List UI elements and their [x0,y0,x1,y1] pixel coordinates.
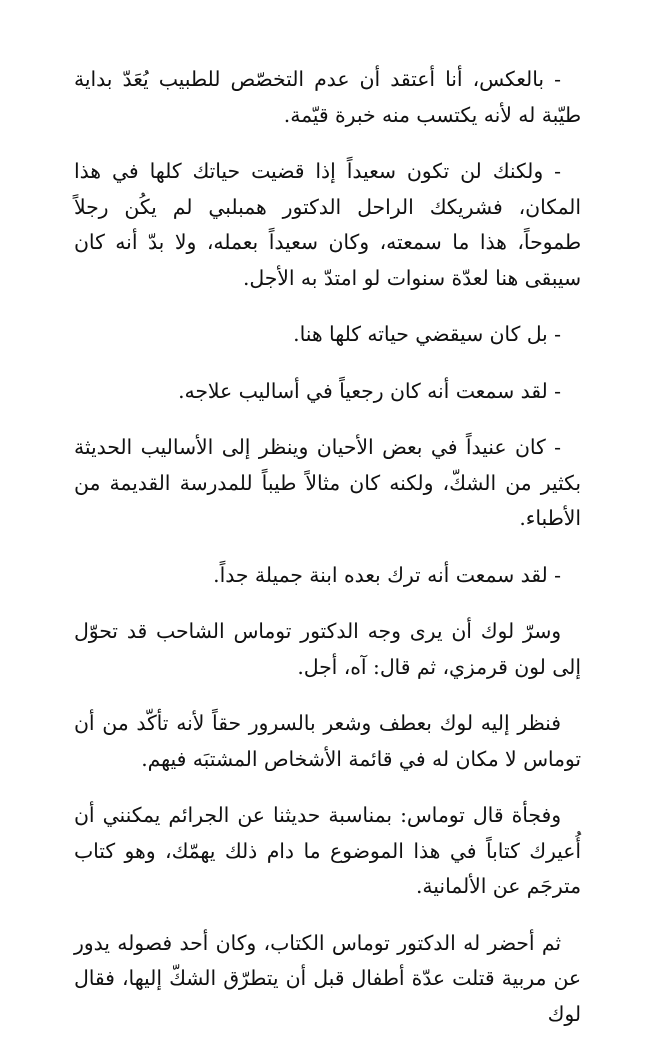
paragraph: - لقد سمعت أنه ترك بعده ابنة جميلة جداً. [213,562,561,587]
paragraph: - بالعكس، أنا أعتقد أن عدم التخصّص للطبيب يُعَدّ بداية طيّبة له لأنه يكتسب منه خبرة قيّمة. [74,67,581,127]
paragraph: وسرّ لوك أن يرى وجه الدكتور توماس الشاحب قد تحوّل إلى لون قرمزي، ثم قال: آه، أجل. [74,619,581,679]
paragraph: - بل كان سيقضي حياته كلها هنا. [293,322,561,346]
paragraph: - لقد سمعت أنه كان رجعياً في أساليب علاجه. [178,378,561,403]
paragraph: - ولكنك لن تكون سعيداً إذا قضيت حياتك كلها في هذا المكان، فشريكك الراحل الدكتور همبلبي لم يكُن رجلاً طموحاً، هذا ما سمعته، وكان سعيداً بعمله، ولا بدّ أنه كان سيبقى هنا لعدّة سنوات لو امتدّ به الأجل. [74,159,581,290]
paragraph: وفجأة قال توماس: بمناسبة حديثنا عن الجرائم يمكنني أن أُعيرك كتاباً في هذا الموضوع ما دام ذلك يهمّك، وهو كتاب مترجَم عن الألمانية. [74,803,581,898]
paragraph: - كان عنيداً في بعض الأحيان وينظر إلى الأساليب الحديثة بكثير من الشكّ، ولكنه كان مثالاً طيباً للمدرسة القديمة من الأطباء. [74,435,581,530]
book-page-text [74,62,581,1053]
paragraph: فنظر إليه لوك بعطف وشعر بالسرور حقاً لأنه تأكّد من أن توماس لا مكان له في قائمة الأشخاص المشتبَه فيهم. [74,711,581,771]
paragraph: ثم أحضر له الدكتور توماس الكتاب، وكان أحد فصوله يدور عن مربية قتلت عدّة أطفال قبل أن يتطرّق الشكّ إليها، فقال لوك [74,930,581,1026]
